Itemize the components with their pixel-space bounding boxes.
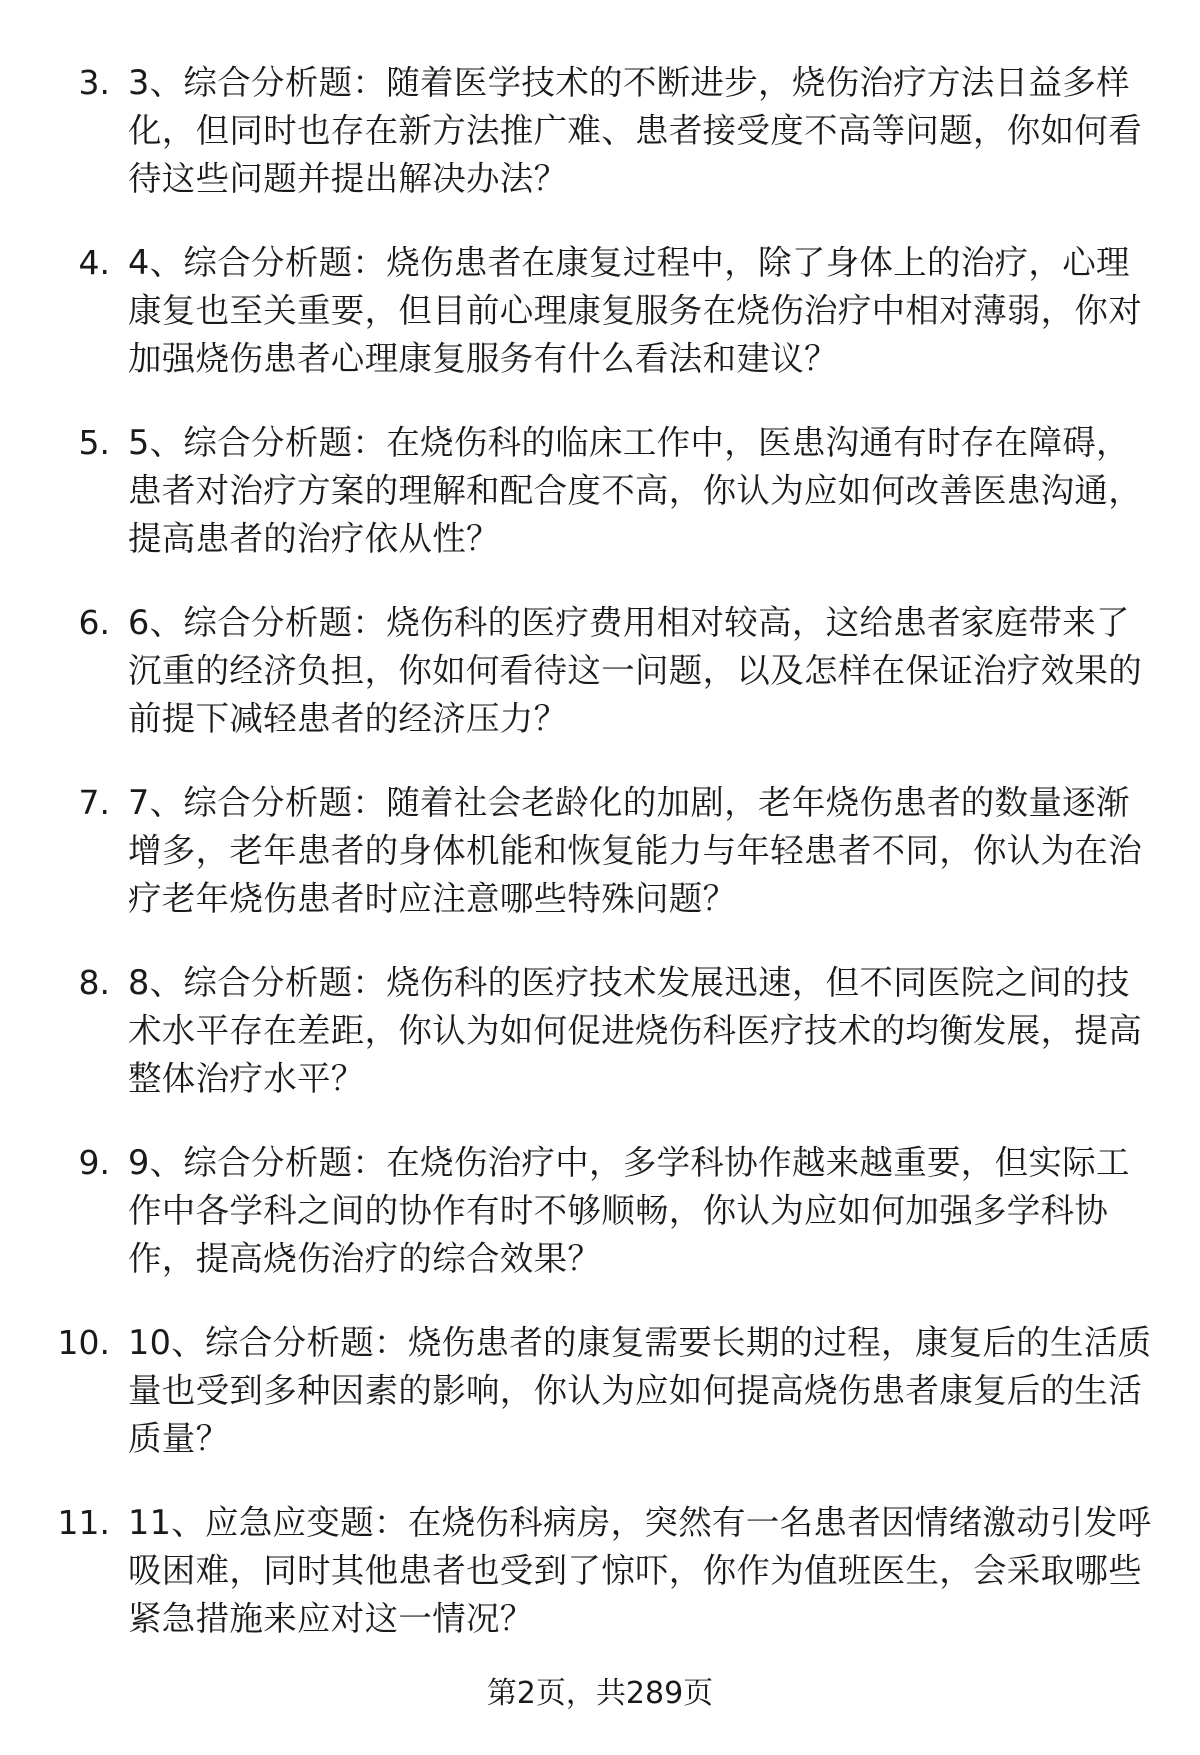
question-item bbox=[0, 959, 1200, 1139]
question-number: 7. bbox=[78, 783, 110, 822]
question-item bbox=[0, 59, 1200, 239]
question-item bbox=[0, 1319, 1200, 1499]
question-text: 3、综合分析题：随着医学技术的不断进步，烧伤治疗方法日益多样化，但同时也存在新方法推广难、患者接受度不高等问题，你如何看待这些问题并提出解决办法？ bbox=[128, 63, 1142, 198]
question-text: 9、综合分析题：在烧伤治疗中，多学科协作越来越重要，但实际工作中各学科之间的协作有时不够顺畅，你认为应如何加强多学科协作，提高烧伤治疗的综合效果？ bbox=[128, 1143, 1130, 1278]
question-text: 11、应急应变题：在烧伤科病房，突然有一名患者因情绪激动引发呼吸困难，同时其他患者也受到了惊吓，你作为值班医生，会采取哪些紧急措施来应对这一情况？ bbox=[128, 1503, 1152, 1638]
page-number-footer: 第2页，共289页 bbox=[486, 1676, 714, 1711]
question-item bbox=[0, 239, 1200, 419]
question-item bbox=[0, 599, 1200, 779]
question-text: 10、综合分析题：烧伤患者的康复需要长期的过程，康复后的生活质量也受到多种因素的影响，你认为应如何提高烧伤患者康复后的生活质量？ bbox=[128, 1323, 1152, 1458]
question-text: 6、综合分析题：烧伤科的医疗费用相对较高，这给患者家庭带来了沉重的经济负担，你如何看待这一问题，以及怎样在保证治疗效果的前提下减轻患者的经济压力？ bbox=[128, 603, 1142, 738]
question-number: 3. bbox=[78, 63, 110, 102]
question-text: 8、综合分析题：烧伤科的医疗技术发展迅速，但不同医院之间的技术水平存在差距，你认为如何促进烧伤科医疗技术的均衡发展，提高整体治疗水平？ bbox=[128, 963, 1142, 1098]
question-item bbox=[0, 1139, 1200, 1319]
question-number: 6. bbox=[78, 603, 110, 642]
question-list bbox=[0, 59, 1200, 1679]
question-item bbox=[0, 779, 1200, 959]
question-number: 10. bbox=[57, 1323, 110, 1362]
question-item bbox=[0, 419, 1200, 599]
question-text: 5、综合分析题：在烧伤科的临床工作中，医患沟通有时存在障碍，患者对治疗方案的理解和配合度不高，你认为应如何改善医患沟通，提高患者的治疗依从性？ bbox=[128, 423, 1142, 558]
question-text: 7、综合分析题：随着社会老龄化的加剧，老年烧伤患者的数量逐渐增多，老年患者的身体机能和恢复能力与年轻患者不同，你认为在治疗老年烧伤患者时应注意哪些特殊问题？ bbox=[128, 783, 1142, 918]
question-number: 5. bbox=[78, 423, 110, 462]
question-number: 9. bbox=[78, 1143, 110, 1182]
question-number: 8. bbox=[78, 963, 110, 1002]
question-text: 4、综合分析题：烧伤患者在康复过程中，除了身体上的治疗，心理康复也至关重要，但目前心理康复服务在烧伤治疗中相对薄弱，你对加强烧伤患者心理康复服务有什么看法和建议？ bbox=[128, 243, 1142, 378]
question-item bbox=[0, 1499, 1200, 1679]
question-number: 11. bbox=[57, 1503, 110, 1542]
question-number: 4. bbox=[78, 243, 110, 282]
